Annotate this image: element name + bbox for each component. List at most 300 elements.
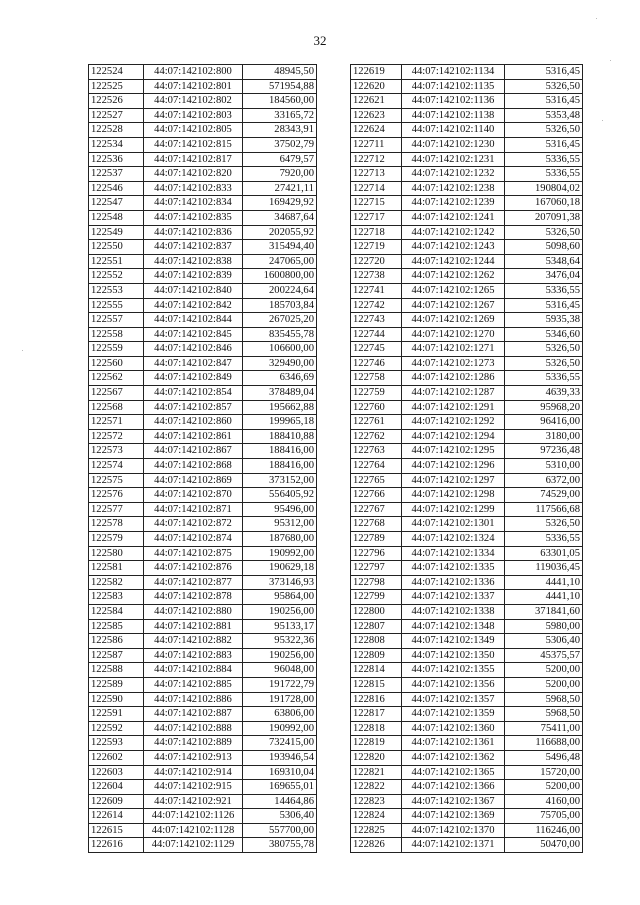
area-cell: 315494,40: [243, 240, 317, 255]
cadastral-number-cell: 44:07:142102:1295: [402, 444, 505, 459]
cadastral-number-cell: 44:07:142102:1287: [402, 386, 505, 401]
cadastral-number-cell: 44:07:142102:1361: [402, 736, 505, 751]
cadastral-number-cell: 44:07:142102:882: [144, 634, 243, 649]
table-row: [351, 196, 583, 211]
table-row: [351, 415, 583, 430]
cadastral-number-cell: 44:07:142102:1273: [402, 356, 505, 371]
area-cell: 169655,01: [243, 780, 317, 795]
registry-number-cell: 122581: [89, 561, 144, 576]
table-row: [351, 838, 583, 853]
registry-number-cell: 122567: [89, 386, 144, 401]
area-cell: 116688,00: [505, 736, 583, 751]
cadastral-number-cell: 44:07:142102:860: [144, 415, 243, 430]
cadastral-number-cell: 44:07:142102:915: [144, 780, 243, 795]
registry-number-cell: 122537: [89, 167, 144, 182]
cadastral-number-cell: 44:07:142102:1294: [402, 429, 505, 444]
table-row: [351, 794, 583, 809]
registry-number-cell: 122758: [351, 371, 402, 386]
cadastral-number-cell: 44:07:142102:1367: [402, 794, 505, 809]
area-cell: 190629,18: [243, 561, 317, 576]
table-row: [351, 386, 583, 401]
registry-number-cell: 122547: [89, 196, 144, 211]
table-row: [89, 648, 317, 663]
registry-number-cell: 122562: [89, 371, 144, 386]
registry-number-cell: 122528: [89, 123, 144, 138]
cadastral-number-cell: 44:07:142102:839: [144, 269, 243, 284]
registry-number-cell: 122614: [89, 809, 144, 824]
area-cell: 7920,00: [243, 167, 317, 182]
area-cell: 117566,68: [505, 502, 583, 517]
table-row: [351, 167, 583, 182]
cadastral-number-cell: 44:07:142102:840: [144, 283, 243, 298]
registry-number-cell: 122797: [351, 561, 402, 576]
area-cell: 119036,45: [505, 561, 583, 576]
table-row: [351, 283, 583, 298]
cadastral-number-cell: 44:07:142102:1129: [144, 838, 243, 853]
registry-number-cell: 122746: [351, 356, 402, 371]
registry-number-cell: 122579: [89, 532, 144, 547]
table-row: [351, 502, 583, 517]
table-row: [89, 196, 317, 211]
table-row: [89, 750, 317, 765]
table-row: [351, 94, 583, 109]
registry-number-cell: 122568: [89, 400, 144, 415]
area-cell: 5968,50: [505, 707, 583, 722]
cadastral-number-cell: 44:07:142102:1126: [144, 809, 243, 824]
area-cell: 202055,92: [243, 225, 317, 240]
table-row: [89, 459, 317, 474]
area-cell: 188410,88: [243, 429, 317, 444]
registry-number-cell: 122825: [351, 823, 402, 838]
left-table: [88, 64, 317, 853]
registry-number-cell: 122720: [351, 254, 402, 269]
area-cell: 3180,00: [505, 429, 583, 444]
registry-number-cell: 122525: [89, 79, 144, 94]
cadastral-number-cell: 44:07:142102:800: [144, 65, 243, 80]
cadastral-number-cell: 44:07:142102:1286: [402, 371, 505, 386]
cadastral-number-cell: 44:07:142102:1140: [402, 123, 505, 138]
area-cell: 207091,38: [505, 210, 583, 225]
registry-number-cell: 122620: [351, 79, 402, 94]
cadastral-number-cell: 44:07:142102:883: [144, 648, 243, 663]
cadastral-number-cell: 44:07:142102:875: [144, 546, 243, 561]
registry-number-cell: 122559: [89, 342, 144, 357]
cadastral-number-cell: 44:07:142102:803: [144, 108, 243, 123]
cadastral-number-cell: 44:07:142102:876: [144, 561, 243, 576]
table-row: [89, 488, 317, 503]
table-row: [351, 298, 583, 313]
cadastral-number-cell: 44:07:142102:880: [144, 604, 243, 619]
right-table: [350, 64, 583, 853]
registry-number-cell: 122591: [89, 707, 144, 722]
area-cell: 247065,00: [243, 254, 317, 269]
registry-number-cell: 122744: [351, 327, 402, 342]
area-cell: 267025,20: [243, 313, 317, 328]
cadastral-number-cell: 44:07:142102:847: [144, 356, 243, 371]
cadastral-number-cell: 44:07:142102:1301: [402, 517, 505, 532]
registry-number-cell: 122527: [89, 108, 144, 123]
table-row: [351, 634, 583, 649]
table-row: [351, 79, 583, 94]
cadastral-number-cell: 44:07:142102:805: [144, 123, 243, 138]
table-row: [89, 677, 317, 692]
registry-number-cell: 122816: [351, 692, 402, 707]
cadastral-number-cell: 44:07:142102:845: [144, 327, 243, 342]
table-row: [89, 707, 317, 722]
table-row: [89, 546, 317, 561]
table-row: [89, 590, 317, 605]
cadastral-number-cell: 44:07:142102:913: [144, 750, 243, 765]
area-cell: 28343,91: [243, 123, 317, 138]
registry-number-cell: 122573: [89, 444, 144, 459]
cadastral-number-cell: 44:07:142102:834: [144, 196, 243, 211]
area-cell: 5310,00: [505, 459, 583, 474]
scan-speck: [596, 18, 597, 19]
table-row: [351, 809, 583, 824]
registry-number-cell: 122574: [89, 459, 144, 474]
table-row: [351, 137, 583, 152]
area-cell: 33165,72: [243, 108, 317, 123]
area-cell: 5346,60: [505, 327, 583, 342]
cadastral-number-cell: 44:07:142102:921: [144, 794, 243, 809]
cadastral-number-cell: 44:07:142102:1296: [402, 459, 505, 474]
registry-number-cell: 122713: [351, 167, 402, 182]
registry-number-cell: 122817: [351, 707, 402, 722]
area-cell: 95968,20: [505, 400, 583, 415]
table-row: [351, 750, 583, 765]
registry-number-cell: 122572: [89, 429, 144, 444]
table-row: [89, 108, 317, 123]
table-row: [351, 327, 583, 342]
cadastral-number-cell: 44:07:142102:1238: [402, 181, 505, 196]
area-cell: 4441,10: [505, 590, 583, 605]
table-row: [351, 707, 583, 722]
table-row: [89, 386, 317, 401]
table-row: [89, 356, 317, 371]
area-cell: 50470,00: [505, 838, 583, 853]
cadastral-number-cell: 44:07:142102:1355: [402, 663, 505, 678]
registry-number-cell: 122615: [89, 823, 144, 838]
cadastral-number-cell: 44:07:142102:1370: [402, 823, 505, 838]
cadastral-number-cell: 44:07:142102:871: [144, 502, 243, 517]
table-row: [351, 677, 583, 692]
area-cell: 1600800,00: [243, 269, 317, 284]
area-cell: 45375,57: [505, 648, 583, 663]
cadastral-number-cell: 44:07:142102:868: [144, 459, 243, 474]
cadastral-number-cell: 44:07:142102:872: [144, 517, 243, 532]
area-cell: 97236,48: [505, 444, 583, 459]
registry-number-cell: 122764: [351, 459, 402, 474]
table-row: [89, 137, 317, 152]
table-row: [351, 371, 583, 386]
cadastral-number-cell: 44:07:142102:888: [144, 721, 243, 736]
table-row: [351, 225, 583, 240]
registry-number-cell: 122809: [351, 648, 402, 663]
registry-number-cell: 122741: [351, 283, 402, 298]
cadastral-number-cell: 44:07:142102:1335: [402, 561, 505, 576]
table-row: [89, 736, 317, 751]
area-cell: 106600,00: [243, 342, 317, 357]
cadastral-number-cell: 44:07:142102:877: [144, 575, 243, 590]
registry-number-cell: 122742: [351, 298, 402, 313]
table-row: [351, 152, 583, 167]
registry-number-cell: 122745: [351, 342, 402, 357]
cadastral-number-cell: 44:07:142102:801: [144, 79, 243, 94]
registry-number-cell: 122800: [351, 604, 402, 619]
area-cell: 4639,33: [505, 386, 583, 401]
area-cell: 190256,00: [243, 648, 317, 663]
area-cell: 200224,64: [243, 283, 317, 298]
area-cell: 5496,48: [505, 750, 583, 765]
cadastral-number-cell: 44:07:142102:884: [144, 663, 243, 678]
table-row: [351, 65, 583, 80]
scan-speck: [22, 350, 23, 351]
area-cell: 63806,00: [243, 707, 317, 722]
registry-number-cell: 122548: [89, 210, 144, 225]
cadastral-number-cell: 44:07:142102:1360: [402, 721, 505, 736]
cadastral-number-cell: 44:07:142102:881: [144, 619, 243, 634]
registry-number-cell: 122715: [351, 196, 402, 211]
registry-number-cell: 122557: [89, 313, 144, 328]
cadastral-number-cell: 44:07:142102:820: [144, 167, 243, 182]
table-row: [89, 415, 317, 430]
registry-number-cell: 122555: [89, 298, 144, 313]
area-cell: 169429,92: [243, 196, 317, 211]
table-row: [89, 94, 317, 109]
area-cell: 6479,57: [243, 152, 317, 167]
table-row: [89, 780, 317, 795]
cadastral-number-cell: 44:07:142102:835: [144, 210, 243, 225]
table-row: [351, 444, 583, 459]
table-row: [89, 473, 317, 488]
table-row: [351, 546, 583, 561]
registry-number-cell: 122583: [89, 590, 144, 605]
area-cell: 5200,00: [505, 780, 583, 795]
area-cell: 167060,18: [505, 196, 583, 211]
table-row: [89, 152, 317, 167]
table-row: [351, 210, 583, 225]
cadastral-number-cell: 44:07:142102:1271: [402, 342, 505, 357]
registry-number-cell: 122738: [351, 269, 402, 284]
registry-number-cell: 122524: [89, 65, 144, 80]
cadastral-number-cell: 44:07:142102:1267: [402, 298, 505, 313]
area-cell: 116246,00: [505, 823, 583, 838]
registry-number-cell: 122826: [351, 838, 402, 853]
registry-number-cell: 122789: [351, 532, 402, 547]
area-cell: 5980,00: [505, 619, 583, 634]
table-row: [89, 269, 317, 284]
area-cell: 6372,00: [505, 473, 583, 488]
cadastral-number-cell: 44:07:142102:849: [144, 371, 243, 386]
registry-number-cell: 122553: [89, 283, 144, 298]
registry-number-cell: 122763: [351, 444, 402, 459]
cadastral-number-cell: 44:07:142102:1366: [402, 780, 505, 795]
table-row: [89, 532, 317, 547]
registry-number-cell: 122588: [89, 663, 144, 678]
cadastral-number-cell: 44:07:142102:1134: [402, 65, 505, 80]
table-row: [351, 123, 583, 138]
area-cell: 195662,88: [243, 400, 317, 415]
registry-number-cell: 122604: [89, 780, 144, 795]
table-row: [351, 590, 583, 605]
cadastral-number-cell: 44:07:142102:1239: [402, 196, 505, 211]
cadastral-number-cell: 44:07:142102:870: [144, 488, 243, 503]
area-cell: 5326,50: [505, 225, 583, 240]
registry-number-cell: 122621: [351, 94, 402, 109]
registry-number-cell: 122584: [89, 604, 144, 619]
cadastral-number-cell: 44:07:142102:1334: [402, 546, 505, 561]
area-cell: 5316,45: [505, 94, 583, 109]
registry-number-cell: 122821: [351, 765, 402, 780]
table-row: [89, 794, 317, 809]
table-row: [89, 254, 317, 269]
registry-number-cell: 122762: [351, 429, 402, 444]
area-cell: 5353,48: [505, 108, 583, 123]
registry-number-cell: 122619: [351, 65, 402, 80]
table-row: [89, 444, 317, 459]
area-cell: 188416,00: [243, 459, 317, 474]
area-cell: 34687,64: [243, 210, 317, 225]
area-cell: 96048,00: [243, 663, 317, 678]
table-row: [89, 298, 317, 313]
registry-number-cell: 122552: [89, 269, 144, 284]
registry-number-cell: 122586: [89, 634, 144, 649]
table-row: [351, 342, 583, 357]
area-cell: 190992,00: [243, 721, 317, 736]
table-row: [89, 634, 317, 649]
table-row: [89, 327, 317, 342]
area-cell: 5098,60: [505, 240, 583, 255]
table-row: [89, 123, 317, 138]
table-row: [89, 663, 317, 678]
cadastral-number-cell: 44:07:142102:874: [144, 532, 243, 547]
registry-number-cell: 122534: [89, 137, 144, 152]
area-cell: 5326,50: [505, 79, 583, 94]
cadastral-number-cell: 44:07:142102:1243: [402, 240, 505, 255]
area-cell: 37502,79: [243, 137, 317, 152]
cadastral-number-cell: 44:07:142102:1357: [402, 692, 505, 707]
table-row: [89, 225, 317, 240]
registry-number-cell: 122822: [351, 780, 402, 795]
cadastral-number-cell: 44:07:142102:833: [144, 181, 243, 196]
area-cell: 75411,00: [505, 721, 583, 736]
area-cell: 5200,00: [505, 663, 583, 678]
area-cell: 95312,00: [243, 517, 317, 532]
registry-number-cell: 122560: [89, 356, 144, 371]
registry-number-cell: 122623: [351, 108, 402, 123]
registry-number-cell: 122558: [89, 327, 144, 342]
area-cell: 184560,00: [243, 94, 317, 109]
registry-number-cell: 122719: [351, 240, 402, 255]
table-row: [89, 400, 317, 415]
area-cell: 835455,78: [243, 327, 317, 342]
area-cell: 5316,45: [505, 137, 583, 152]
table-row: [351, 108, 583, 123]
registry-number-cell: 122593: [89, 736, 144, 751]
area-cell: 5336,55: [505, 167, 583, 182]
cadastral-number-cell: 44:07:142102:885: [144, 677, 243, 692]
table-row: [89, 692, 317, 707]
cadastral-number-cell: 44:07:142102:889: [144, 736, 243, 751]
cadastral-number-cell: 44:07:142102:1270: [402, 327, 505, 342]
area-cell: 4160,00: [505, 794, 583, 809]
cadastral-number-cell: 44:07:142102:1128: [144, 823, 243, 838]
table-row: [89, 575, 317, 590]
area-cell: 191728,00: [243, 692, 317, 707]
area-cell: 95864,00: [243, 590, 317, 605]
registry-number-cell: 122592: [89, 721, 144, 736]
cadastral-number-cell: 44:07:142102:1232: [402, 167, 505, 182]
table-row: [89, 517, 317, 532]
area-cell: 3476,04: [505, 269, 583, 284]
registry-number-cell: 122760: [351, 400, 402, 415]
registry-number-cell: 122551: [89, 254, 144, 269]
area-cell: 15720,00: [505, 765, 583, 780]
area-cell: 74529,00: [505, 488, 583, 503]
area-cell: 5326,50: [505, 342, 583, 357]
table-row: [89, 561, 317, 576]
area-cell: 193946,54: [243, 750, 317, 765]
cadastral-number-cell: 44:07:142102:867: [144, 444, 243, 459]
registry-number-cell: 122576: [89, 488, 144, 503]
table-row: [351, 488, 583, 503]
cadastral-number-cell: 44:07:142102:837: [144, 240, 243, 255]
registry-number-cell: 122767: [351, 502, 402, 517]
table-row: [89, 210, 317, 225]
area-cell: 5348,64: [505, 254, 583, 269]
table-row: [89, 823, 317, 838]
page-number: 32: [313, 33, 327, 48]
registry-number-cell: 122718: [351, 225, 402, 240]
registry-number-cell: 122808: [351, 634, 402, 649]
registry-number-cell: 122609: [89, 794, 144, 809]
area-cell: 5326,50: [505, 123, 583, 138]
area-cell: 371841,60: [505, 604, 583, 619]
area-cell: 378489,04: [243, 386, 317, 401]
cadastral-number-cell: 44:07:142102:838: [144, 254, 243, 269]
registry-number-cell: 122819: [351, 736, 402, 751]
cadastral-number-cell: 44:07:142102:1336: [402, 575, 505, 590]
registry-number-cell: 122526: [89, 94, 144, 109]
area-cell: 556405,92: [243, 488, 317, 503]
area-cell: 190256,00: [243, 604, 317, 619]
cadastral-number-cell: 44:07:142102:1298: [402, 488, 505, 503]
registry-number-cell: 122765: [351, 473, 402, 488]
cadastral-number-cell: 44:07:142102:815: [144, 137, 243, 152]
registry-number-cell: 122536: [89, 152, 144, 167]
registry-number-cell: 122550: [89, 240, 144, 255]
area-cell: 75705,00: [505, 809, 583, 824]
cadastral-number-cell: 44:07:142102:1350: [402, 648, 505, 663]
table-row: [351, 473, 583, 488]
table-row: [351, 313, 583, 328]
registry-number-cell: 122587: [89, 648, 144, 663]
table-row: [351, 181, 583, 196]
table-row: [89, 809, 317, 824]
registry-number-cell: 122578: [89, 517, 144, 532]
registry-number-cell: 122602: [89, 750, 144, 765]
cadastral-number-cell: 44:07:142102:846: [144, 342, 243, 357]
cadastral-number-cell: 44:07:142102:1324: [402, 532, 505, 547]
table-row: [89, 167, 317, 182]
cadastral-number-cell: 44:07:142102:1356: [402, 677, 505, 692]
registry-number-cell: 122616: [89, 838, 144, 853]
registry-number-cell: 122798: [351, 575, 402, 590]
registry-number-cell: 122549: [89, 225, 144, 240]
table-row: [89, 502, 317, 517]
registry-number-cell: 122577: [89, 502, 144, 517]
table-row: [89, 65, 317, 80]
